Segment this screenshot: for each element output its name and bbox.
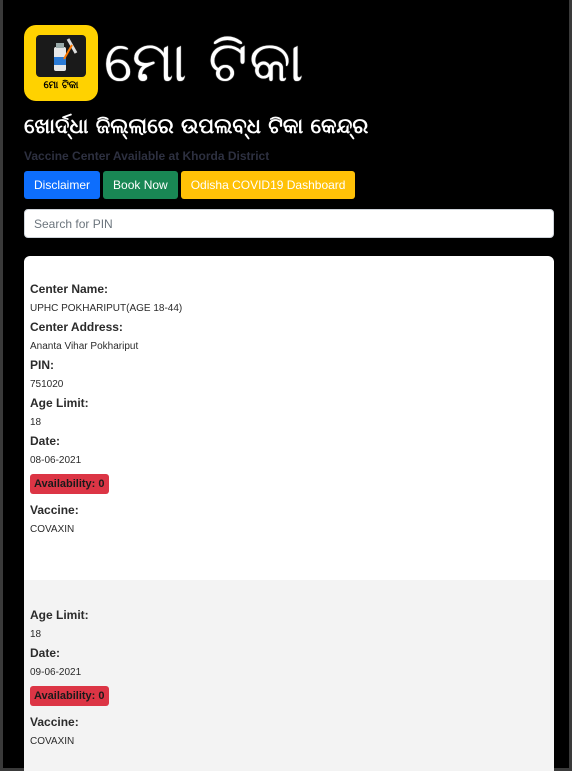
availability-badge: Availability: 0 <box>30 474 109 494</box>
brand-title: ମୋ ଟିକା <box>104 30 306 95</box>
book-now-button[interactable]: Book Now <box>103 171 178 199</box>
center-address-value: Ananta Vihar Pokhariput <box>30 341 139 352</box>
action-buttons <box>24 171 554 199</box>
age-limit-value: 18 <box>30 417 42 428</box>
vaccine-vial-icon <box>36 35 86 77</box>
center-address-label: Center Address: <box>30 320 123 334</box>
vaccine-label: Vaccine: <box>30 503 79 517</box>
header <box>24 24 554 199</box>
session-1 <box>24 256 554 536</box>
date-value: 08-06-2021 <box>30 455 82 466</box>
pin-value: 751020 <box>30 379 64 390</box>
date-label: Date: <box>30 646 61 660</box>
center-name-value: UPHC POKHARIPUT(AGE 18-44) <box>30 303 183 314</box>
vaccine-value: COVAXIN <box>30 736 75 747</box>
center-name-label: Center Name: <box>30 282 109 296</box>
brand-row <box>24 24 554 102</box>
availability-badge: Availability: 0 <box>30 686 109 706</box>
search-input[interactable]: Search for PIN <box>24 209 554 238</box>
age-limit-value: 18 <box>30 629 42 640</box>
session-2 <box>24 580 554 771</box>
logo-caption: ମୋ ଟିକା <box>43 80 79 91</box>
pin-label: PIN: <box>30 358 54 372</box>
vaccine-label: Vaccine: <box>30 715 79 729</box>
page-subtitle: Vaccine Center Available at Khorda District <box>24 149 270 163</box>
age-limit-label: Age Limit: <box>30 608 89 622</box>
app-logo[interactable] <box>24 25 98 101</box>
dashboard-button[interactable]: Odisha COVID19 Dashboard <box>181 171 356 199</box>
date-value: 09-06-2021 <box>30 667 82 678</box>
disclaimer-button[interactable]: Disclaimer <box>24 171 100 199</box>
date-label: Date: <box>30 434 61 448</box>
age-limit-label: Age Limit: <box>30 396 89 410</box>
vaccine-value: COVAXIN <box>30 524 75 535</box>
page-title-odia: ଖୋର୍ଦ୍ଧା ଜିଲ୍ଲାରେ ଉପଲବ୍ଧ ଟିକା କେନ୍ଦ୍ର <box>24 114 369 138</box>
center-card <box>24 256 554 771</box>
